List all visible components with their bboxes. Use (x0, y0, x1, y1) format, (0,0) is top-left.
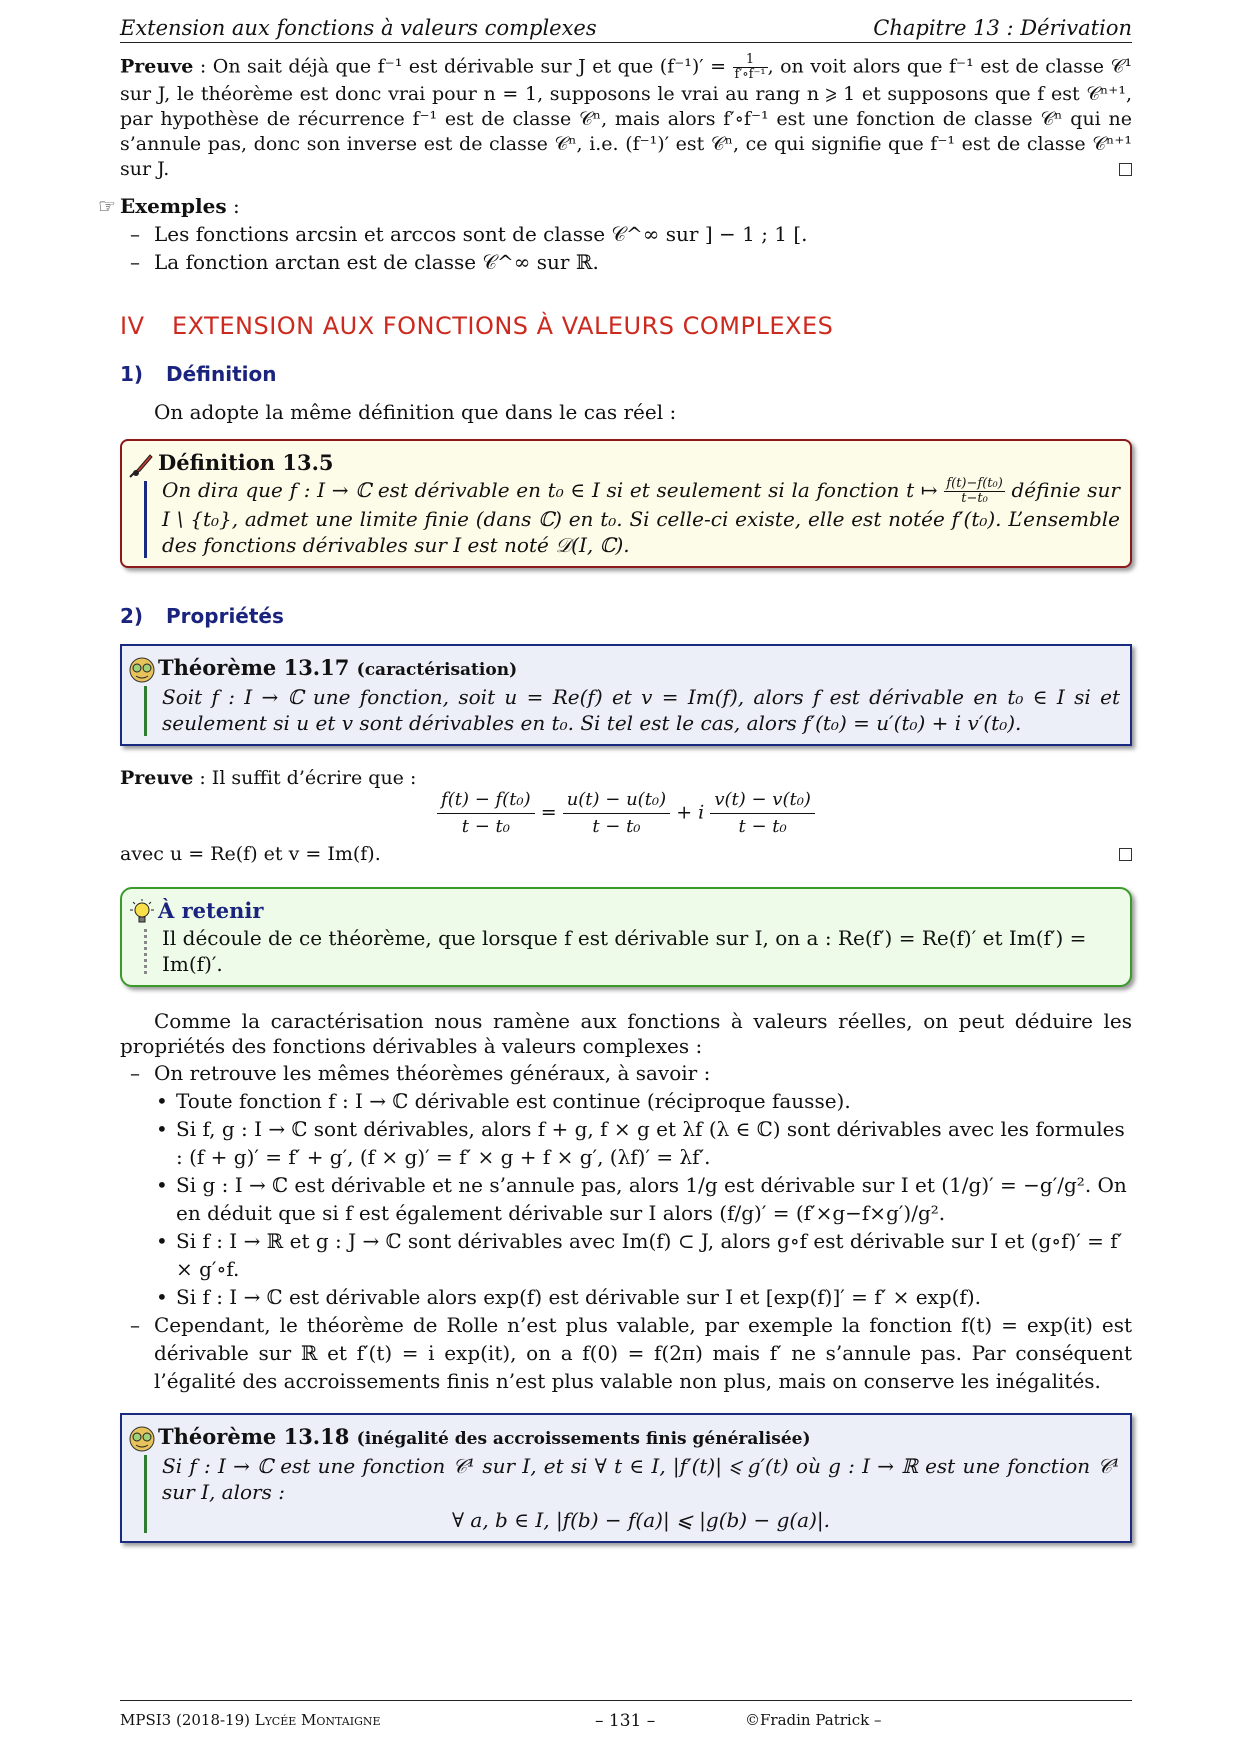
subsection-heading-definition: 1) Définition (120, 362, 277, 386)
remember-title: À retenir (158, 898, 264, 923)
header-left: Extension aux fonctions à valeurs complexes (120, 16, 597, 40)
definition-box (120, 439, 1132, 568)
accent-bar (144, 481, 147, 558)
intro-paragraph: Comme la caractérisation nous ramène aux fonctions à valeurs réelles, on peut déduire les propriétés des fonctions dérivables à valeurs complexes : (120, 1009, 1132, 1058)
proof-text-a: : On sait déjà que f⁻¹ est dérivable sur J et que (f⁻¹)′ = (193, 55, 733, 78)
list-item: • Si g : I → ℂ est dérivable et ne s’annule pas, alors 1/g est dérivable sur I et (1/g)′ = −g′/g². On en déduit que si f est également dérivable sur I alors (f/g)′ = (f′×g−f×g′)/g². (176, 1171, 1132, 1227)
difference-quotient: $\frac{\text{f(t)−f(t₀)}}{\text{t−t₀}}$ (946, 476, 1003, 506)
bullet-list (154, 1087, 1132, 1311)
footer-right: ©Fradin Patrick – (745, 1711, 882, 1729)
list-item: – La fonction arctan est de classe 𝒞^∞ sur ℝ. (154, 248, 1132, 276)
list-item: • Si f : I → ℂ est dérivable alors exp(f) est dérivable sur I et [exp(f)]′ = f′ × exp(f). (176, 1283, 1132, 1311)
accent-bar (144, 1455, 147, 1533)
theorem-title: Théorème 13.17 (caractérisation) (158, 655, 518, 680)
footer-left: MPSI3 (2018-19) Lycée Montaigne (120, 1711, 381, 1729)
proof-text-b: , on voit alors que f⁻¹ est de classe 𝒞¹ sur J, le théorème est donc vrai pour n = 1, supposons le vrai au rang n ⩾ 1 et supposons que f est 𝒞ⁿ⁺¹, par hypothèse de récurrence f⁻¹ est de classe 𝒞ⁿ, mais alors f′∘f⁻¹ est une fonction de classe 𝒞ⁿ qui ne s’annule pas, donc son inverse est de classe 𝒞ⁿ, i.e. (f⁻¹)′ est 𝒞ⁿ, ce qui signifie que f⁻¹ est de classe 𝒞ⁿ⁺¹ sur J. (120, 55, 1133, 180)
remember-text: Il découle de ce théorème, que lorsque f est dérivable sur I, on a : Re(f′) = Re(f)′ et Im(f′) = Im(f)′. (162, 926, 1087, 976)
section-heading: IV EXTENSION AUX FONCTIONS À VALEURS COMPLEXES (120, 312, 834, 340)
theorem-box-13-17 (120, 644, 1132, 746)
examples-list (120, 220, 1132, 276)
inverse-fraction: $\frac{1}{\text{f′∘f⁻¹}}$ (734, 52, 766, 82)
page-number: – 131 – (595, 1711, 656, 1731)
quill-icon (128, 451, 156, 479)
intro-text: On adopte la même définition que dans le cas réel : (154, 400, 677, 424)
pointing-hand-icon: ☞ (98, 194, 116, 218)
page-footer (120, 1700, 1132, 1735)
properties-list (120, 1059, 1132, 1395)
lightbulb-icon (128, 899, 156, 927)
proof-conclusion: avec u = Re(f) et v = Im(f). (120, 842, 1132, 867)
theorem-formula: ∀ a, b ∈ I, |f(b) − f(a)| ⩽ |g(b) − g(a)|. (451, 1508, 831, 1532)
theorem-title: Théorème 13.18 (inégalité des accroissements finis généralisée) (158, 1424, 811, 1449)
definition-text: On dira que f : I → ℂ est dérivable en t₀ ∈ I si et seulement si la fonction t ↦ $\frac{\text{f(t)−f(t₀)}}{\text{t−t₀}}$ définie sur I \ {t₀}, admet une limite finie (dans ℂ) en t₀. Si celle-ci existe, elle est notée f′(t₀). L’ensemble des fonctions dérivables sur I est noté 𝒟(I, ℂ). (162, 476, 1120, 557)
qed-icon (1119, 848, 1132, 861)
accent-bar (144, 929, 147, 977)
definition-title: Définition 13.5 (158, 450, 334, 475)
page (98, 16, 1133, 1543)
proof-paragraph-2: Preuve : Il suffit d’écrire que : (120, 767, 417, 789)
running-header (120, 16, 1132, 43)
proof-paragraph-1 (120, 53, 1132, 182)
quotient-equation: $\frac{\text{f(t) − f(t₀)}}{\text{t − t₀}}$ = $\frac{\text{u(t) − u(t₀)}}{\text{t − t₀}}$ + i $\frac{\text{v(t) − v(t₀)}}{\text{t − t₀}}$ (120, 787, 1132, 840)
proof-label: Preuve (120, 55, 194, 78)
remember-box (120, 887, 1132, 987)
examples-heading: ☞ Exemples : (98, 194, 240, 218)
professor-icon (128, 656, 156, 684)
proof-label: Preuve (120, 767, 194, 789)
header-right: Chapitre 13 : Dérivation (873, 16, 1132, 40)
list-item: – On retrouve les mêmes théorèmes généraux, à savoir : • Toute fonction f : I → ℂ dérivable est continue (réciproque fausse). • Si f, g : I → ℂ sont dérivables, alors f + g, f × g et λf (λ ∈ ℂ) sont dérivables avec les formules : (f + g)′ = f′ + g′, (f × g)′ = f′ × g + f × g′, (λf)′ = λf′. • Si g : I → ℂ est dérivable et ne s’annule pas, alors 1/g est dérivable sur I et (1/g)′ = −g′/g². On en déduit que si f est également dérivable sur I alors (f/g)′ = (f′×g−f×g′)/g². • Si f : I → ℝ et g : J → ℂ sont dérivables avec Im(f) ⊂ J, alors g∘f est dérivable sur I et (g∘f)′ = f′ × g′∘f. • Si f : I → ℂ est dérivable alors exp(f) est dérivable sur I et [exp(f)]′ = f′ × exp(f). (154, 1059, 1132, 1311)
theorem-text: Soit f : I → ℂ une fonction, soit u = Re(f) et v = Im(f), alors f est dérivable en t₀ ∈ I si et seulement si u et v sont dérivables en t₀. Si tel est le cas, alors f′(t₀) = u′(t₀) + i v′(t₀). (162, 685, 1120, 735)
theorem-text: Si f : I → ℂ est une fonction 𝒞¹ sur I, et si ∀ t ∈ I, |f′(t)| ⩽ g′(t) où g : I → ℝ est une fonction 𝒞¹ sur I, alors : (162, 1454, 1120, 1504)
qed-icon (1119, 163, 1132, 176)
list-item: • Si f : I → ℝ et g : J → ℂ sont dérivables avec Im(f) ⊂ J, alors g∘f est dérivable sur I et (g∘f)′ = f′ × g′∘f. (176, 1227, 1132, 1283)
theorem-box-13-18 (120, 1413, 1132, 1543)
list-item: • Toute fonction f : I → ℂ dérivable est continue (réciproque fausse). (176, 1087, 1132, 1115)
list-item: – Les fonctions arcsin et arccos sont de classe 𝒞^∞ sur ] − 1 ; 1 [. (154, 220, 1132, 248)
list-item: • Si f, g : I → ℂ sont dérivables, alors f + g, f × g et λf (λ ∈ ℂ) sont dérivables avec les formules : (f + g)′ = f′ + g′, (f × g)′ = f′ × g + f × g′, (λf)′ = λf′. (176, 1115, 1132, 1171)
subsection-heading-properties: 2) Propriétés (120, 604, 284, 628)
list-item: – Cependant, le théorème de Rolle n’est plus valable, par exemple la fonction f(t) = exp(it) est dérivable sur ℝ et f′(t) = i exp(it), on a f(0) = f(2π) mais f′ ne s’annule pas. Par conséquent l’égalité des accroissements finis n’est plus valable non plus, mais on conserve les inégalités. (154, 1311, 1132, 1395)
accent-bar (144, 686, 147, 736)
professor-icon (128, 1425, 156, 1453)
